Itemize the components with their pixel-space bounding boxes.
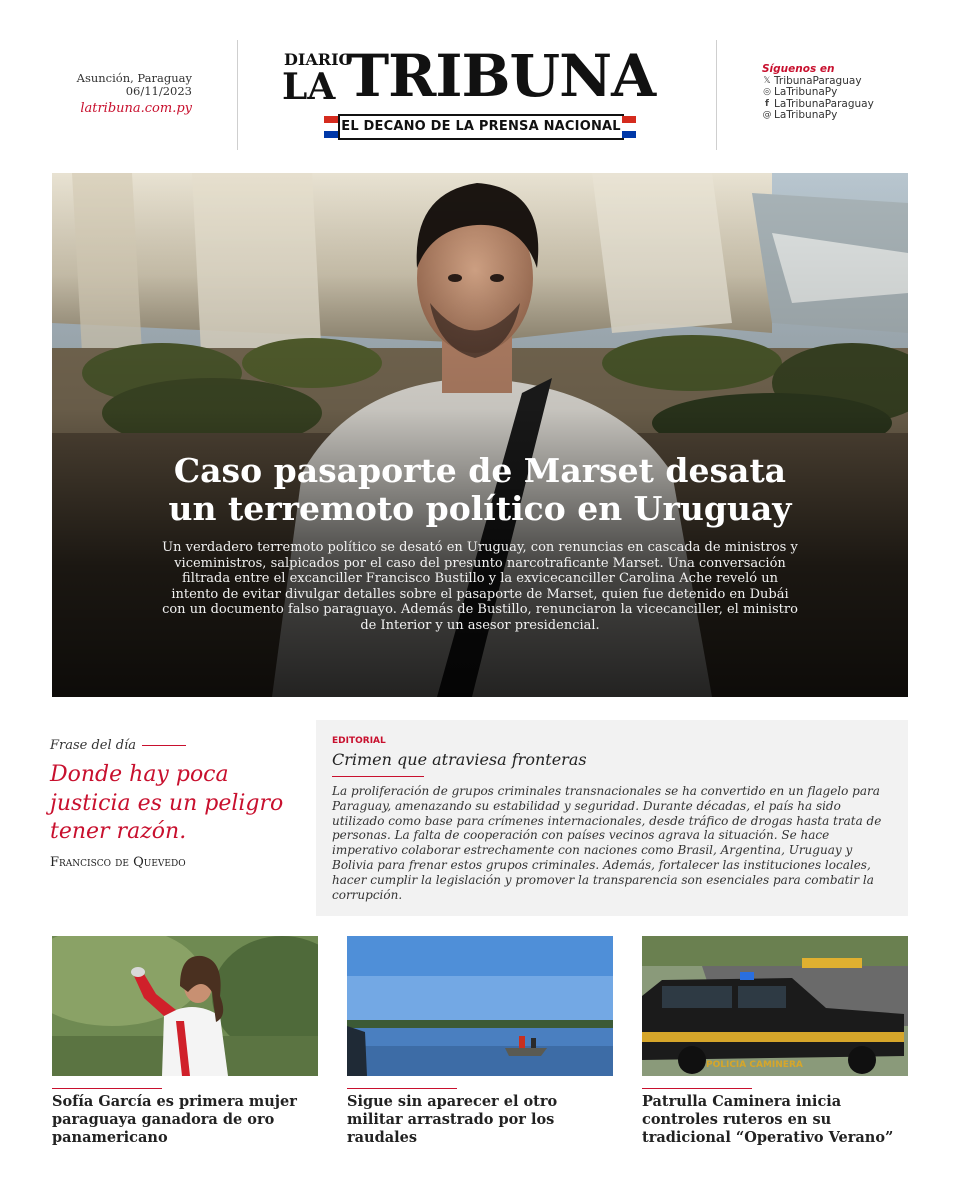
threads-icon: @ (762, 110, 772, 121)
follow-label: Síguenos en (762, 63, 835, 75)
editorial-box[interactable] (316, 720, 908, 916)
logo-diario: DIARIO (284, 50, 353, 69)
social-threads[interactable] (762, 110, 942, 122)
location: Asunción, Paraguay (76, 71, 192, 85)
divider (347, 1088, 457, 1089)
quote-label (50, 738, 300, 753)
news-headline[interactable]: Sigue sin aparecer el otro militar arrastrado por los raudales (347, 1093, 558, 1146)
news-photo-athlete[interactable] (52, 936, 318, 1076)
issue-date: 06/11/2023 (125, 84, 192, 98)
vehicle-lettering: POLICIA CAMINERA (706, 1060, 803, 1070)
athlete-illustration (52, 936, 318, 1076)
social-handle: LaTribunaParaguay (774, 97, 874, 110)
newspaper-logo[interactable] (280, 44, 680, 154)
social-handle: LaTribunaPy (774, 86, 838, 99)
divider (332, 776, 424, 777)
patrol-truck-illustration (642, 936, 908, 1076)
tagline-banner (324, 112, 636, 142)
divider (716, 40, 717, 150)
news-card[interactable] (642, 936, 908, 1147)
editorial-tag: EDITORIAL (332, 736, 386, 746)
news-photo-river[interactable] (347, 936, 613, 1076)
editorial-title: Crimen que atraviesa fronteras (332, 750, 587, 769)
instagram-icon: ◎ (763, 87, 771, 98)
masthead (0, 0, 960, 170)
divider (142, 745, 186, 746)
news-card[interactable] (347, 936, 613, 1147)
facebook-icon: f (765, 98, 769, 109)
quote-author: Francisco de Quevedo (50, 854, 186, 870)
masthead-info (40, 72, 192, 115)
hero-headline-line: un terremoto político en Uruguay (168, 489, 792, 528)
news-card[interactable] (52, 936, 318, 1147)
quote-text: Donde hay poca justicia es un peligro tener razón. (50, 762, 284, 844)
flag-left-icon (324, 116, 338, 138)
hero-headline[interactable] (0, 452, 960, 528)
social-handle: LaTribunaPy (774, 109, 838, 122)
news-headline[interactable]: Patrulla Caminera inicia controles ruteros en su tradicional “Operativo Verano” (642, 1093, 894, 1146)
logo-tribuna: TRIBUNA (346, 42, 656, 110)
social-links (762, 64, 942, 122)
hero-summary: Un verdadero terremoto político se desató en Uruguay, con renuncias en cascada de ministros y viceministros, salpicados por el caso del presunto narcotraficante Marset. Una conversación filtrada entre el excanciller Francisco Bustillo y la exvicecanciller Carolina Ache reveló un intento de evitar divulgar detalles sobre el pasaporte de Marset, quien fue detenido en Dubái con un documento falso paraguayo. Además de Bustillo, renunciaron la vicecanciller, el ministro de Interior y un asesor presidencial. (162, 540, 798, 633)
river-illustration (347, 936, 613, 1076)
news-headline[interactable]: Sofía García es primera mujer paraguaya ganadora de oro panamericano (52, 1093, 297, 1146)
divider (237, 40, 238, 150)
quote-label-text: Frase del día (50, 738, 137, 753)
social-handle: TribunaParaguay (774, 74, 862, 87)
x-icon: 𝕏 (763, 75, 771, 86)
divider (642, 1088, 752, 1089)
news-photo-patrol[interactable] (642, 936, 908, 1076)
editorial-body: La proliferación de grupos criminales transnacionales se ha convertido en un flagelo para Paraguay, amenazando su estabilidad y seguridad. Durante décadas, el país ha sido utilizado como base para crímenes internacionales, desde tráfico de drogas hasta trata de personas. La falta de cooperación con países vecinos agrava la situación. Se hace imperativo colaborar estrechamente con naciones como Brasil, Argentina, Uruguay y Bolivia para frenar estos grupos criminales. Además, fortalecer las instituciones locales, hacer cumplir la legislación y promover la transparencia son esenciales para combatir la corrupción. (332, 784, 882, 902)
site-link[interactable]: latribuna.com.py (80, 101, 192, 116)
divider (52, 1088, 162, 1089)
hero-headline-line: Caso pasaporte de Marset desata (173, 451, 787, 490)
tagline: EL DECANO DE LA PRENSA NACIONAL (338, 114, 624, 140)
logo-la: LA (282, 66, 336, 108)
quote-of-the-day (50, 738, 300, 870)
flag-right-icon (622, 116, 636, 138)
